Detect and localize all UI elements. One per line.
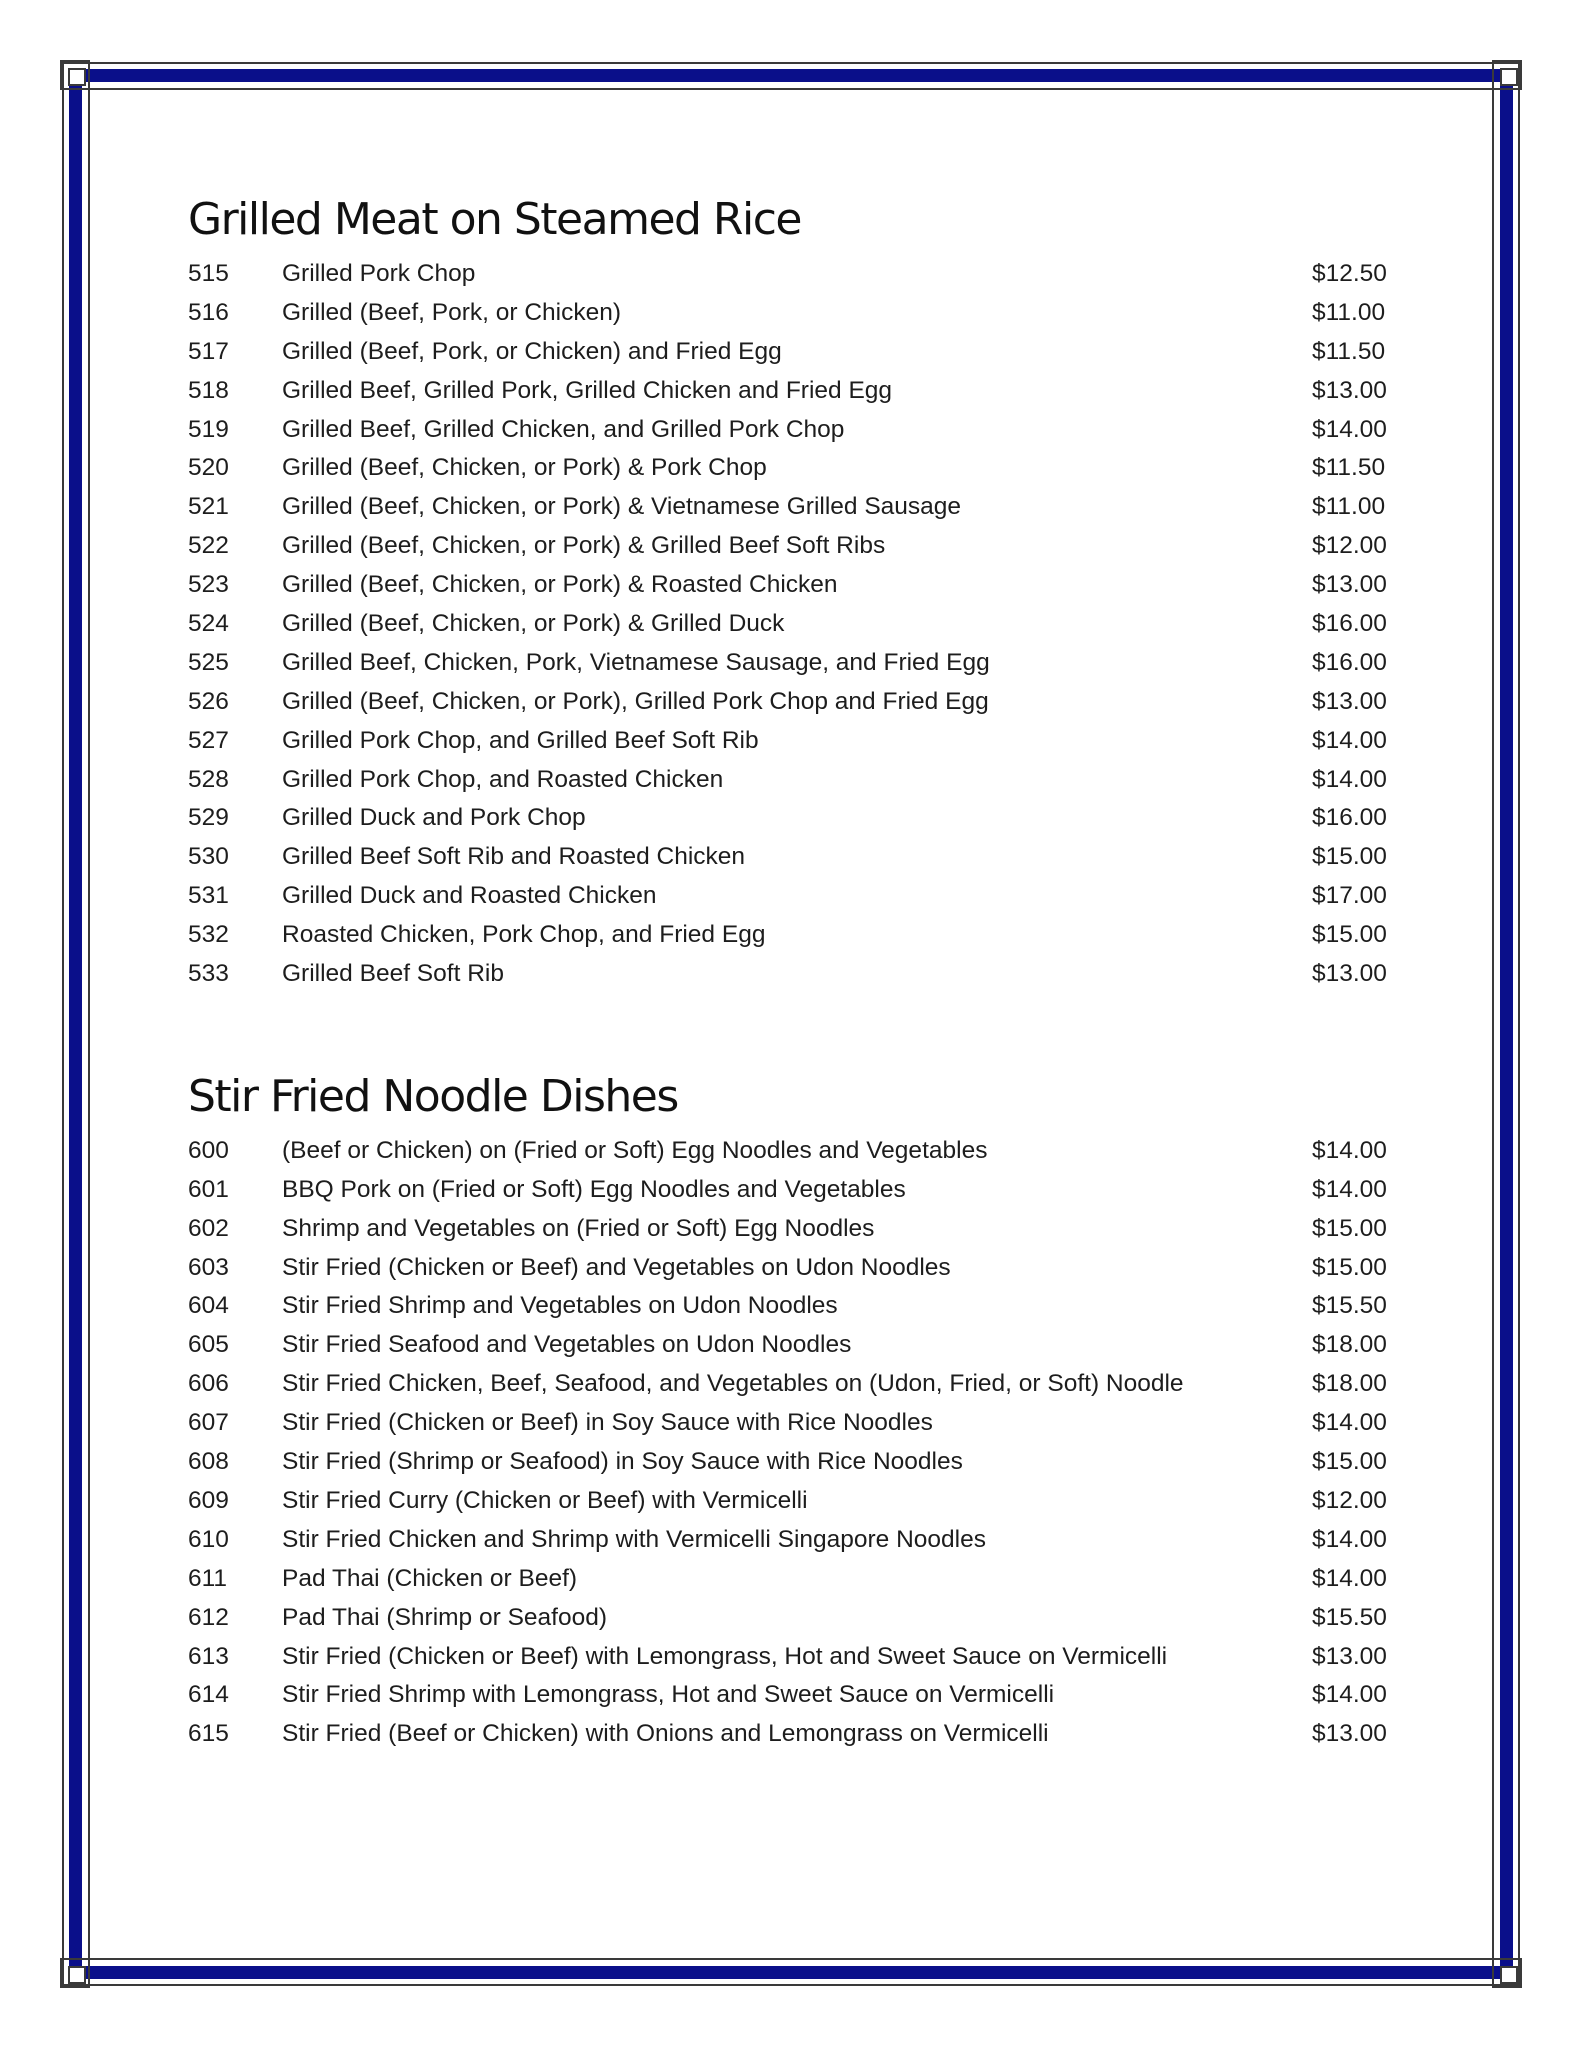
item-name: Grilled (Beef, Chicken, or Pork) & Grilled Beef Soft Ribs xyxy=(282,532,886,560)
section-title: Grilled Meat on Steamed Rice xyxy=(188,194,801,245)
item-price: $11.50 xyxy=(1312,337,1386,365)
item-name: Grilled (Beef, Chicken, or Pork) & Grilled Duck xyxy=(282,610,785,638)
corner-ornament-bottom-right xyxy=(1492,1958,1522,1988)
item-number: 529 xyxy=(188,804,229,832)
item-number: 608 xyxy=(188,1448,229,1476)
item-price: $18.00 xyxy=(1312,1370,1387,1398)
item-price: $14.00 xyxy=(1312,1175,1387,1203)
item-name: Grilled (Beef, Chicken, or Pork) & Roasted Chicken xyxy=(282,571,838,599)
item-number: 610 xyxy=(188,1525,229,1553)
item-number: 614 xyxy=(188,1681,229,1709)
menu-item-row xyxy=(188,1370,1398,1409)
item-name: Stir Fried (Chicken or Beef) and Vegetables on Udon Noodles xyxy=(282,1253,951,1281)
item-name: Stir Fried Curry (Chicken or Beef) with Vermicelli xyxy=(282,1486,808,1514)
item-number: 522 xyxy=(188,532,229,560)
menu-item-row xyxy=(188,1448,1398,1487)
item-price: $14.00 xyxy=(1312,726,1387,754)
item-price: $13.00 xyxy=(1312,376,1387,404)
menu-item-row xyxy=(188,1331,1398,1370)
item-price: $16.00 xyxy=(1312,610,1387,638)
menu-item-row xyxy=(188,766,1398,805)
menu-section-stir-fried-noodles xyxy=(188,1067,1398,1759)
item-number: 609 xyxy=(188,1486,229,1514)
item-name: Grilled Duck and Pork Chop xyxy=(282,804,586,832)
item-name: Grilled Beef, Grilled Chicken, and Grilled Pork Chop xyxy=(282,415,845,443)
menu-item-row xyxy=(188,1526,1398,1565)
item-name: Grilled Beef, Grilled Pork, Grilled Chicken and Fried Egg xyxy=(282,376,893,404)
item-name: Roasted Chicken, Pork Chop, and Fried Egg xyxy=(282,921,766,949)
item-name: Grilled Pork Chop xyxy=(282,260,476,287)
item-name: Stir Fried (Chicken or Beef) in Soy Sauce with Rice Noodles xyxy=(282,1409,933,1437)
item-number: 519 xyxy=(188,415,229,443)
item-price: $14.00 xyxy=(1312,415,1387,443)
item-number: 520 xyxy=(188,454,229,482)
item-price: $13.00 xyxy=(1312,687,1387,715)
item-price: $11.00 xyxy=(1312,493,1386,521)
item-price: $15.00 xyxy=(1312,1253,1387,1281)
item-number: 604 xyxy=(188,1292,229,1320)
item-number: 515 xyxy=(188,260,229,287)
item-number: 605 xyxy=(188,1331,229,1359)
menu-item-row xyxy=(188,727,1398,766)
menu-item-row xyxy=(188,1176,1398,1215)
item-name: Grilled Beef Soft Rib and Roasted Chicken xyxy=(282,843,746,871)
item-number: 600 xyxy=(188,1136,229,1164)
menu-content xyxy=(188,190,1398,1759)
item-price: $12.00 xyxy=(1312,1486,1387,1514)
item-price: $15.00 xyxy=(1312,921,1387,949)
item-price: $12.50 xyxy=(1312,260,1387,287)
item-number: 602 xyxy=(188,1214,229,1242)
item-number: 613 xyxy=(188,1642,229,1670)
item-name: Stir Fried Chicken and Shrimp with Vermicelli Singapore Noodles xyxy=(282,1525,987,1553)
menu-item-row xyxy=(188,882,1398,921)
item-number: 523 xyxy=(188,571,229,599)
menu-item-row xyxy=(188,688,1398,727)
item-number: 603 xyxy=(188,1253,229,1281)
item-name: Grilled (Beef, Chicken, or Pork) & Vietnamese Grilled Sausage xyxy=(282,493,962,521)
menu-item-row xyxy=(188,299,1398,338)
item-number: 525 xyxy=(188,648,229,676)
item-price: $15.00 xyxy=(1312,1214,1387,1242)
menu-item-row xyxy=(188,1487,1398,1526)
menu-item-row xyxy=(188,921,1398,960)
item-number: 611 xyxy=(188,1564,228,1592)
menu-item-row xyxy=(188,454,1398,493)
item-price: $14.00 xyxy=(1312,765,1387,793)
item-price: $11.50 xyxy=(1312,454,1386,482)
menu-item-row xyxy=(188,960,1398,999)
item-number: 524 xyxy=(188,610,229,638)
item-price: $15.50 xyxy=(1312,1292,1387,1320)
item-price: $18.00 xyxy=(1312,1331,1387,1359)
item-price: $14.00 xyxy=(1312,1525,1387,1553)
item-number: 607 xyxy=(188,1409,229,1437)
item-name: Grilled (Beef, Chicken, or Pork) & Pork Chop xyxy=(282,454,767,482)
item-price: $13.00 xyxy=(1312,960,1387,988)
menu-item-row xyxy=(188,1292,1398,1331)
item-price: $17.00 xyxy=(1312,882,1387,910)
item-number: 516 xyxy=(188,298,229,326)
item-price: $14.00 xyxy=(1312,1564,1387,1592)
item-name: Stir Fried (Beef or Chicken) with Onions and Lemongrass on Vermicelli xyxy=(282,1720,1049,1748)
item-number: 532 xyxy=(188,921,229,949)
item-name: Stir Fried Shrimp and Vegetables on Udon Noodles xyxy=(282,1292,838,1320)
item-name: Grilled Beef, Chicken, Pork, Vietnamese Sausage, and Fried Egg xyxy=(282,648,990,676)
item-name: Stir Fried Shrimp with Lemongrass, Hot and Sweet Sauce on Vermicelli xyxy=(282,1681,1055,1709)
item-price: $16.00 xyxy=(1312,648,1387,676)
menu-item-row xyxy=(188,338,1398,377)
menu-list xyxy=(188,1137,1398,1759)
item-name: BBQ Pork on (Fried or Soft) Egg Noodles and Vegetables xyxy=(282,1175,906,1203)
item-name: Stir Fried (Chicken or Beef) with Lemongrass, Hot and Sweet Sauce on Vermicelli xyxy=(282,1642,1168,1670)
item-number: 526 xyxy=(188,687,229,715)
menu-item-row xyxy=(188,1215,1398,1254)
item-number: 531 xyxy=(188,882,229,910)
item-price: $14.00 xyxy=(1312,1136,1387,1164)
item-number: 530 xyxy=(188,843,229,871)
menu-item-row xyxy=(188,1137,1398,1176)
menu-item-row xyxy=(188,1254,1398,1293)
section-title: Stir Fried Noodle Dishes xyxy=(188,1070,678,1122)
item-name: Pad Thai (Chicken or Beef) xyxy=(282,1564,578,1592)
item-name: Grilled Duck and Roasted Chicken xyxy=(282,882,657,910)
menu-item-row xyxy=(188,532,1398,571)
item-price: $12.00 xyxy=(1312,532,1387,560)
corner-ornament-top-left xyxy=(60,60,90,90)
item-name: (Beef or Chicken) on (Fried or Soft) Egg Noodles and Vegetables xyxy=(282,1136,988,1164)
menu-item-row xyxy=(188,1720,1398,1759)
item-price: $14.00 xyxy=(1312,1409,1387,1437)
menu-item-row xyxy=(188,1565,1398,1604)
item-price: $16.00 xyxy=(1312,804,1387,832)
item-name: Grilled Pork Chop, and Grilled Beef Soft Rib xyxy=(282,726,759,754)
item-number: 601 xyxy=(188,1175,229,1203)
item-price: $13.00 xyxy=(1312,1720,1387,1748)
item-number: 518 xyxy=(188,376,229,404)
item-price: $15.50 xyxy=(1312,1603,1387,1631)
item-number: 615 xyxy=(188,1720,229,1748)
menu-item-row xyxy=(188,493,1398,532)
menu-item-row xyxy=(188,416,1398,455)
item-name: Grilled Pork Chop, and Roasted Chicken xyxy=(282,765,724,793)
menu-item-row xyxy=(188,804,1398,843)
item-name: Grilled (Beef, Pork, or Chicken) and Fried Egg xyxy=(282,337,782,365)
item-number: 527 xyxy=(188,726,229,754)
menu-item-row xyxy=(188,1409,1398,1448)
item-name: Stir Fried (Shrimp or Seafood) in Soy Sauce with Rice Noodles xyxy=(282,1448,963,1476)
item-price: $15.00 xyxy=(1312,843,1387,871)
menu-item-row xyxy=(188,610,1398,649)
item-number: 528 xyxy=(188,765,229,793)
menu-section-grilled-meat xyxy=(188,190,1398,999)
item-price: $11.00 xyxy=(1312,298,1386,326)
menu-item-row xyxy=(188,1643,1398,1682)
menu-item-row xyxy=(188,377,1398,416)
menu-item-row xyxy=(188,1681,1398,1720)
item-name: Grilled Beef Soft Rib xyxy=(282,960,504,988)
item-number: 521 xyxy=(188,493,229,521)
item-name: Pad Thai (Shrimp or Seafood) xyxy=(282,1603,608,1631)
menu-item-row xyxy=(188,649,1398,688)
menu-item-row xyxy=(188,843,1398,882)
menu-list xyxy=(188,260,1398,999)
item-number: 612 xyxy=(188,1603,229,1631)
item-name: Stir Fried Seafood and Vegetables on Udon Noodles xyxy=(282,1331,852,1359)
item-price: $13.00 xyxy=(1312,571,1387,599)
item-name: Stir Fried Chicken, Beef, Seafood, and Vegetables on (Udon, Fried, or Soft) Noodle xyxy=(282,1370,1184,1398)
item-name: Grilled (Beef, Pork, or Chicken) xyxy=(282,298,622,326)
item-price: $13.00 xyxy=(1312,1642,1387,1670)
item-price: $14.00 xyxy=(1312,1681,1387,1709)
item-name: Shrimp and Vegetables on (Fried or Soft) Egg Noodles xyxy=(282,1214,875,1242)
item-number: 533 xyxy=(188,960,229,988)
item-price: $15.00 xyxy=(1312,1448,1387,1476)
corner-ornament-top-right xyxy=(1492,60,1522,90)
corner-ornament-bottom-left xyxy=(60,1958,90,1988)
item-name: Grilled (Beef, Chicken, or Pork), Grilled Pork Chop and Fried Egg xyxy=(282,687,989,715)
menu-item-row xyxy=(188,1604,1398,1643)
menu-item-row xyxy=(188,260,1398,299)
item-number: 606 xyxy=(188,1370,229,1398)
menu-item-row xyxy=(188,571,1398,610)
item-number: 517 xyxy=(188,337,229,365)
